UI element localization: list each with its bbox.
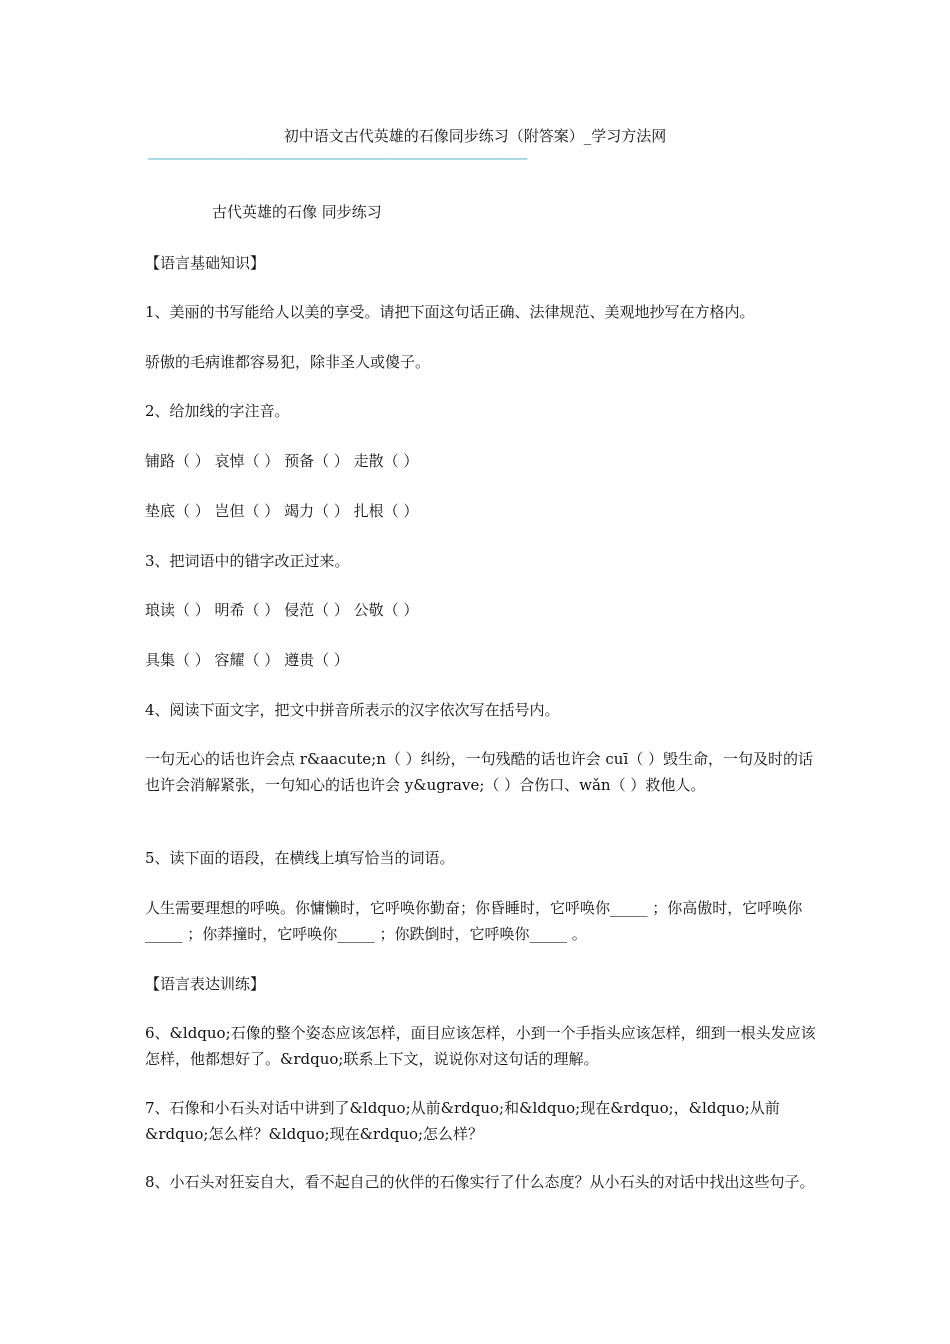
subtitle: 古代英雄的石像 同步练习	[212, 203, 382, 221]
question-3-row-2: 具集（ ） 容耀（ ） 遵贵（ ）	[145, 651, 349, 669]
page-title: 初中语文古代英雄的石像同步练习（附答案）_学习方法网	[283, 127, 667, 145]
question-3: 3、把词语中的错字改正过来。	[145, 552, 350, 570]
question-1-sentence: 骄傲的毛病谁都容易犯，除非圣人或傻子。	[145, 353, 431, 371]
question-1: 1、美丽的书写能给人以美的享受。请把下面这句话正确、法律规范、美观地抄写在方格内。	[145, 303, 755, 321]
question-2-row-2: 垫底（ ） 岂但（ ） 竭力（ ） 扎根（ ）	[145, 502, 419, 520]
question-8: 8、小石头对狂妄自大，看不起自己的伙伴的石像实行了什么态度？从小石头的对话中找出这些句子。	[145, 1173, 815, 1191]
question-2: 2、给加线的字注音。	[145, 402, 290, 420]
question-2-row-1: 铺路（ ） 哀悼（ ） 预备（ ） 走散（ ）	[145, 452, 419, 470]
question-3-row-1: 琅读（ ） 明希（ ） 侵范（ ） 公敬（ ）	[145, 601, 419, 619]
header-divider: ——————————————————————————————————————————	[148, 149, 528, 167]
question-4: 4、阅读下面文字，把文中拼音所表示的汉字依次写在括号内。	[145, 701, 560, 719]
question-5: 5、读下面的语段，在横线上填写恰当的词语。	[145, 849, 455, 867]
question-6: 6、&ldquo;石像的整个姿态应该怎样，面目应该怎样，小到一个手指头应该怎样，细到一根头发应该怎样，他都想好了。&rdquo;联系上下文，说说你对这句话的理解。	[145, 1024, 816, 1068]
question-4-passage: 一句无心的话也许会点 r&aacute;n（ ）纠纷，一句残酷的话也许会 cuī（ ）毁生命，一句及时的话也许会消解紧张，一句知心的话也许会 y&ugrave;（ ）合伤口、wǎn（ ）救他人。	[145, 750, 814, 794]
section-heading-expression: 【语言表达训练】	[145, 975, 266, 993]
question-7: 7、石像和小石头对话中讲到了&ldquo;从前&rdquo;和&ldquo;现在&rdquo;，&ldquo;从前&rdquo;怎么样？&ldquo;现在&rdquo;怎么样？	[145, 1099, 780, 1143]
section-heading-basics: 【语言基础知识】	[145, 254, 266, 272]
question-5-passage: 人生需要理想的呼唤。你慵懒时，它呼唤你勤奋；你昏睡时，它呼唤你_____ ；你高傲时，它呼唤你_____ ；你莽撞时，它呼唤你_____ ；你跌倒时，它呼唤你_____ 。	[145, 899, 803, 943]
